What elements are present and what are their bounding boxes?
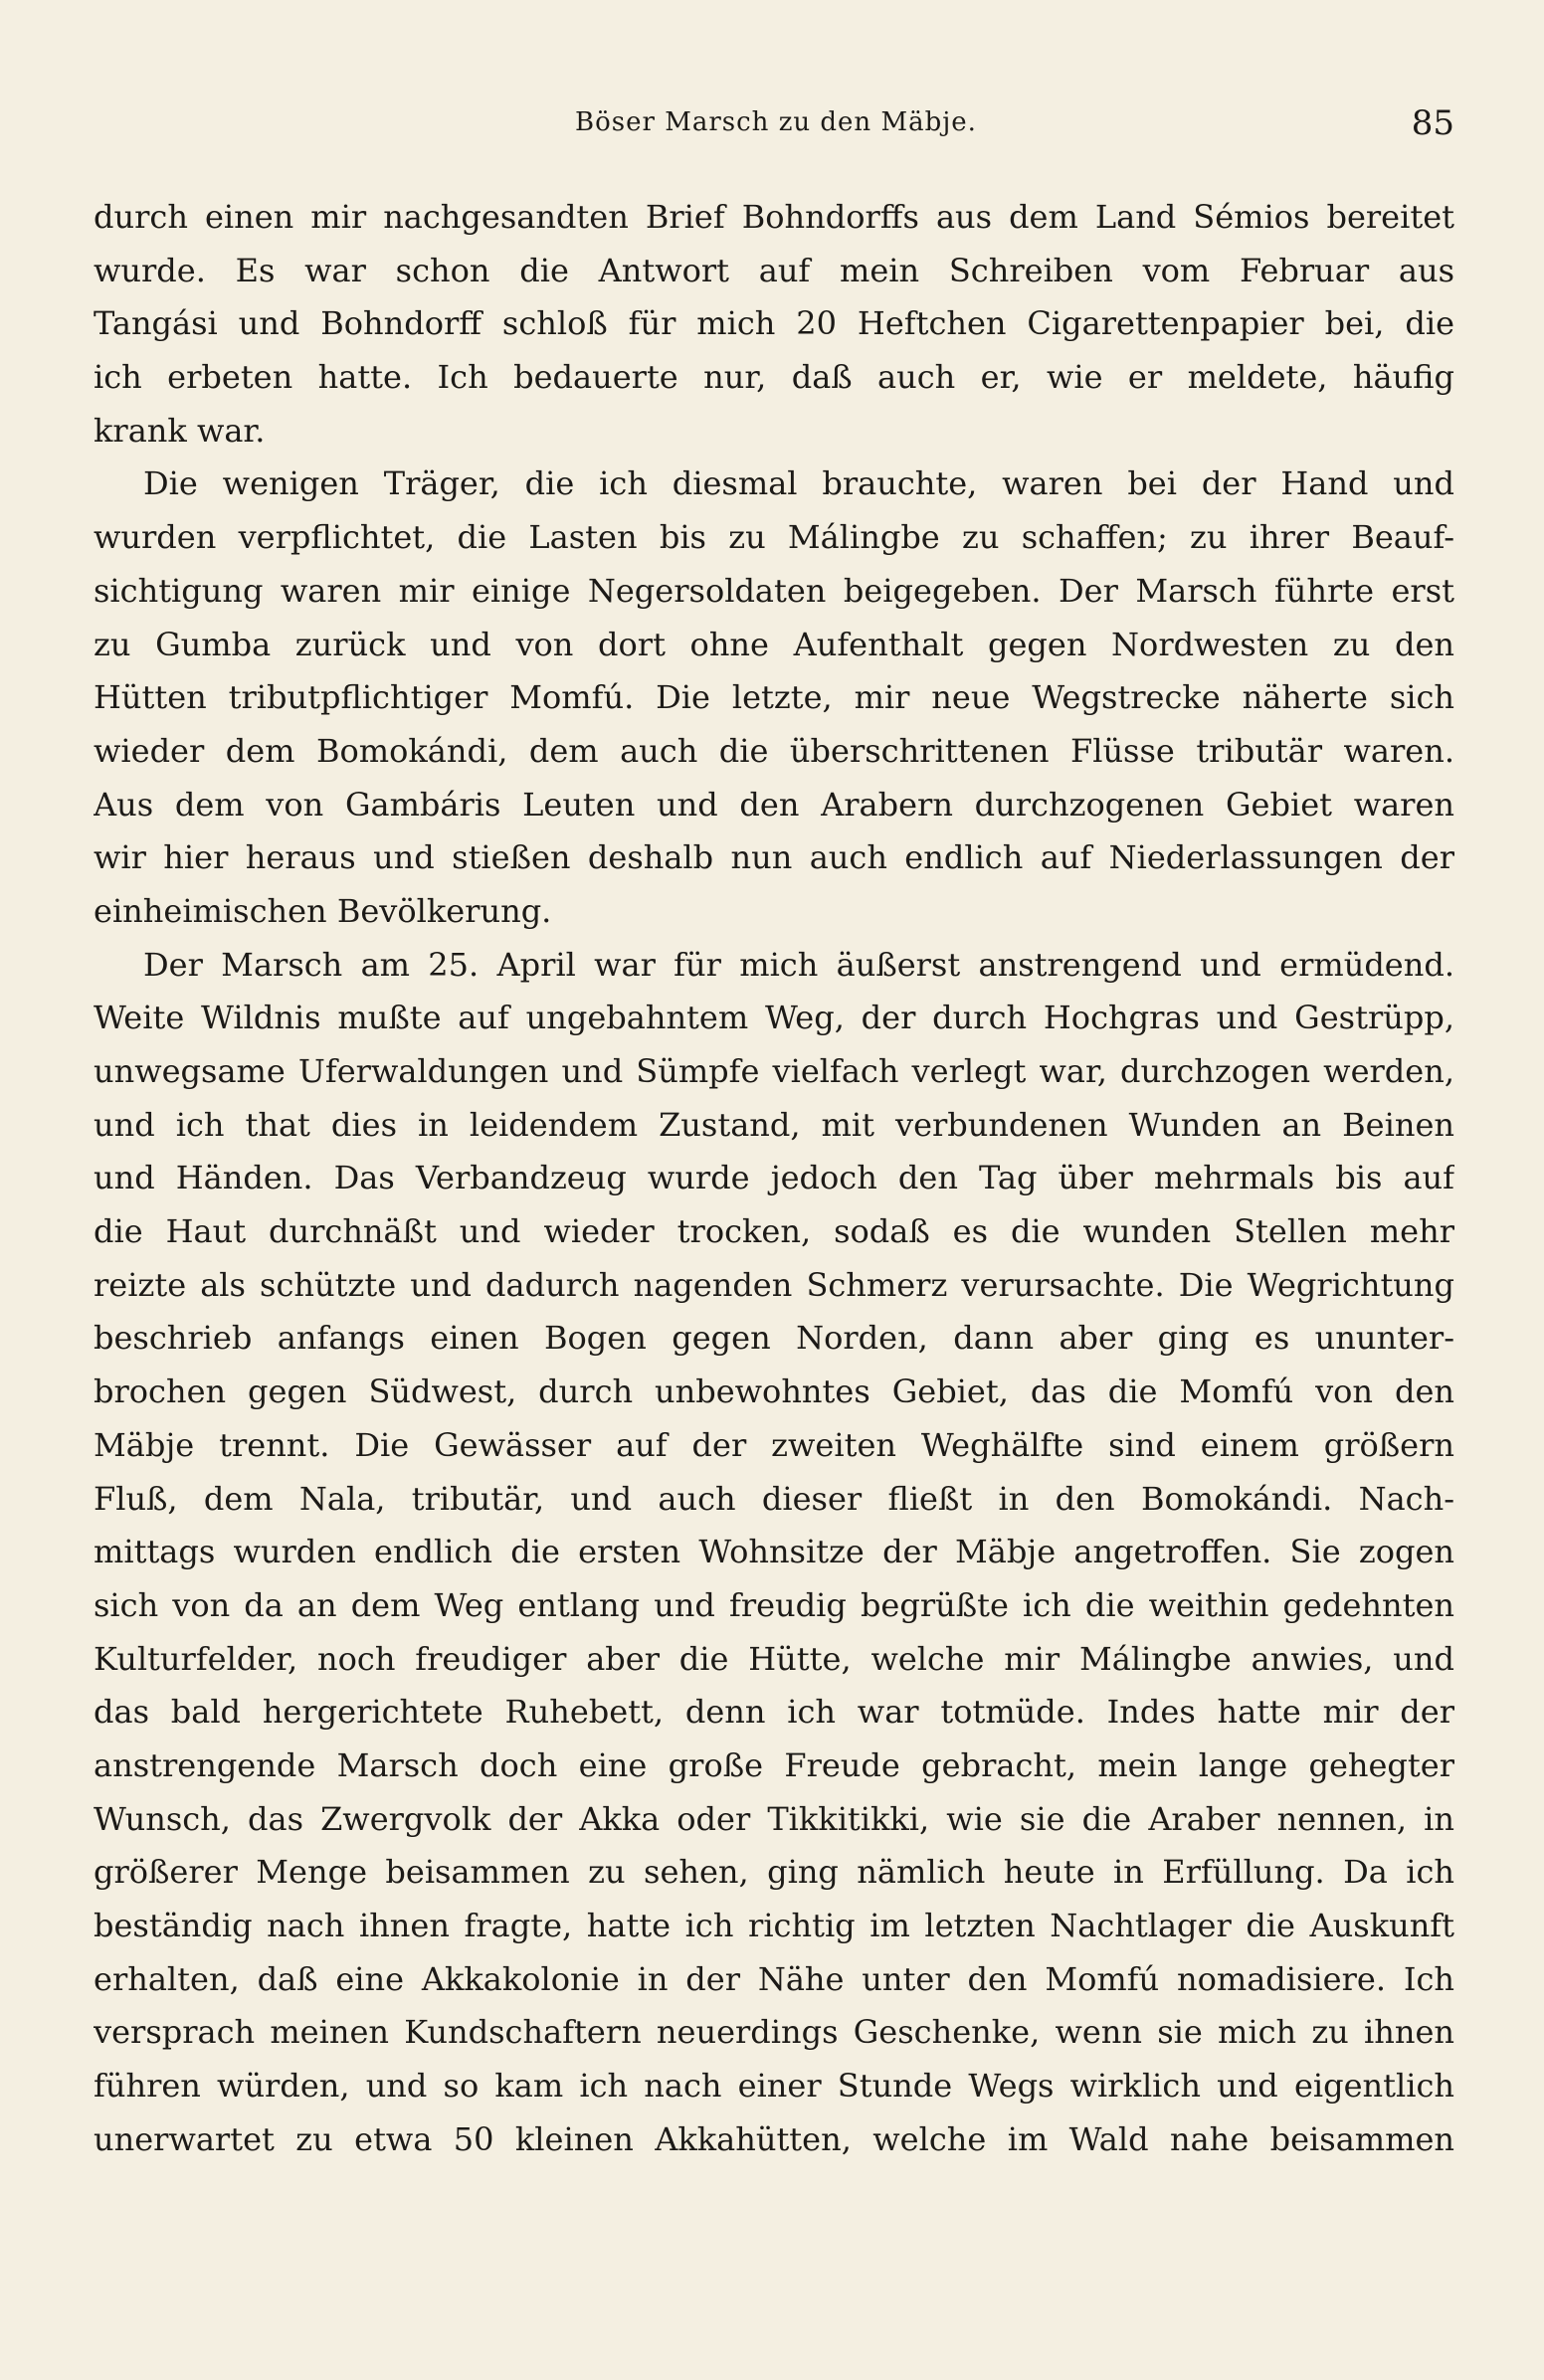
- page-number: 85: [1411, 103, 1454, 143]
- text-line: Aus dem von Gambáris Leuten und den Arabern durchzogenen Gebiet waren: [94, 785, 1454, 824]
- text-line: mittags wurden endlich die ersten Wohnsitze der Mäbje angetroffen. Sie zogen: [94, 1533, 1454, 1571]
- text-line: Weite Wildnis mußte auf ungebahntem Weg, der durch Hochgras und Gestrüpp,: [94, 999, 1454, 1037]
- text-line: Die wenigen Träger, die ich diesmal brauchte, waren bei der Hand und: [143, 464, 1454, 503]
- body-text: [94, 191, 1454, 2166]
- text-line: führen würden, und so kam ich nach einer Stunde Wegs wirklich und eigentlich: [94, 2067, 1454, 2105]
- text-line: größerer Menge beisammen zu sehen, ging nämlich heute in Erfüllung. Da ich: [94, 1853, 1454, 1892]
- text-line: sichtigung waren mir einige Negersoldaten beigegeben. Der Marsch führte erst: [94, 571, 1454, 610]
- text-line: versprach meinen Kundschaftern neuerdings Geschenke, wenn sie mich zu ihnen: [94, 2013, 1454, 2052]
- text-line: krank war.: [94, 411, 266, 450]
- text-line: Tangási und Bohndorff schloß für mich 20 Heftchen Cigarettenpapier bei, die: [94, 304, 1454, 343]
- text-line: erhalten, daß eine Akkakolonie in der Nähe unter den Momfú nomadisiere. Ich: [94, 1959, 1454, 1998]
- text-line: Kulturfelder, noch freudiger aber die Hütte, welche mir Málingbe anwies, und: [94, 1639, 1454, 1678]
- text-line: einheimischen Bevölkerung.: [94, 891, 552, 930]
- text-line: und ich that dies in leidendem Zustand, mit verbundenen Wunden an Beinen: [94, 1105, 1454, 1144]
- text-line: wurde. Es war schon die Antwort auf mein Schreiben vom Februar aus: [94, 251, 1454, 289]
- text-line: wieder dem Bomokándi, dem auch die überschrittenen Flüsse tributär waren.: [94, 731, 1454, 770]
- text-line: beschrieb anfangs einen Bogen gegen Norden, dann aber ging es ununter-: [94, 1319, 1454, 1358]
- text-line: beständig nach ihnen fragte, hatte ich richtig im letzten Nachtlager die Auskunft: [94, 1907, 1454, 1944]
- text-line: unerwartet zu etwa 50 kleinen Akkahütten, welche im Wald nahe beisammen: [94, 2119, 1454, 2158]
- text-line: und Händen. Das Verbandzeug wurde jedoch den Tag über mehrmals bis auf: [94, 1159, 1454, 1197]
- text-line: Mäbje trennt. Die Gewässer auf der zweiten Weghälfte sind einem größern: [94, 1425, 1454, 1464]
- text-line: Der Marsch am 25. April war für mich äußerst anstrengend und ermüdend.: [143, 945, 1454, 984]
- text-line: die Haut durchnäßt und wieder trocken, sodaß es die wunden Stellen mehr: [94, 1212, 1454, 1251]
- text-line: anstrengende Marsch doch eine große Freude gebracht, mein lange gehegter: [94, 1745, 1454, 1784]
- text-line: brochen gegen Südwest, durch unbewohntes Gebiet, das die Momfú von den: [94, 1373, 1454, 1411]
- text-line: das bald hergerichtete Ruhebett, denn ich war totmüde. Indes hatte mir der: [94, 1693, 1454, 1732]
- text-line: sich von da an dem Weg entlang und freudig begrüßte ich die weithin gedehnten: [94, 1585, 1454, 1624]
- text-line: durch einen mir nachgesandten Brief Bohndorffs aus dem Land Sémios bereitet: [94, 198, 1454, 236]
- running-head: Böser Marsch zu den Mäbje.: [575, 107, 977, 137]
- text-line: ich erbeten hatte. Ich bedauerte nur, daß auch er, wie er meldete, häufig: [94, 358, 1454, 397]
- text-line: Hütten tributpflichtiger Momfú. Die letzte, mir neue Wegstrecke näherte sich: [94, 678, 1454, 717]
- text-line: wir hier heraus und stießen deshalb nun auch endlich auf Niederlassungen der: [94, 838, 1454, 877]
- text-line: reizte als schützte und dadurch nagenden Schmerz verursachte. Die Wegrichtung: [94, 1265, 1454, 1304]
- text-line: zu Gumba zurück und von dort ohne Aufenthalt gegen Nordwesten zu den: [94, 625, 1454, 663]
- text-line: Fluß, dem Nala, tributär, und auch dieser fließt in den Bomokándi. Nach-: [94, 1479, 1454, 1518]
- text-line: Wunsch, das Zwergvolk der Akka oder Tikkitikki, wie sie die Araber nennen, in: [94, 1799, 1454, 1838]
- text-line: wurden verpflichtet, die Lasten bis zu Málingbe zu schaffen; zu ihrer Beauf-: [94, 518, 1454, 557]
- text-line: unwegsame Uferwaldungen und Sümpfe vielfach verlegt war, durchzogen werden,: [94, 1052, 1454, 1090]
